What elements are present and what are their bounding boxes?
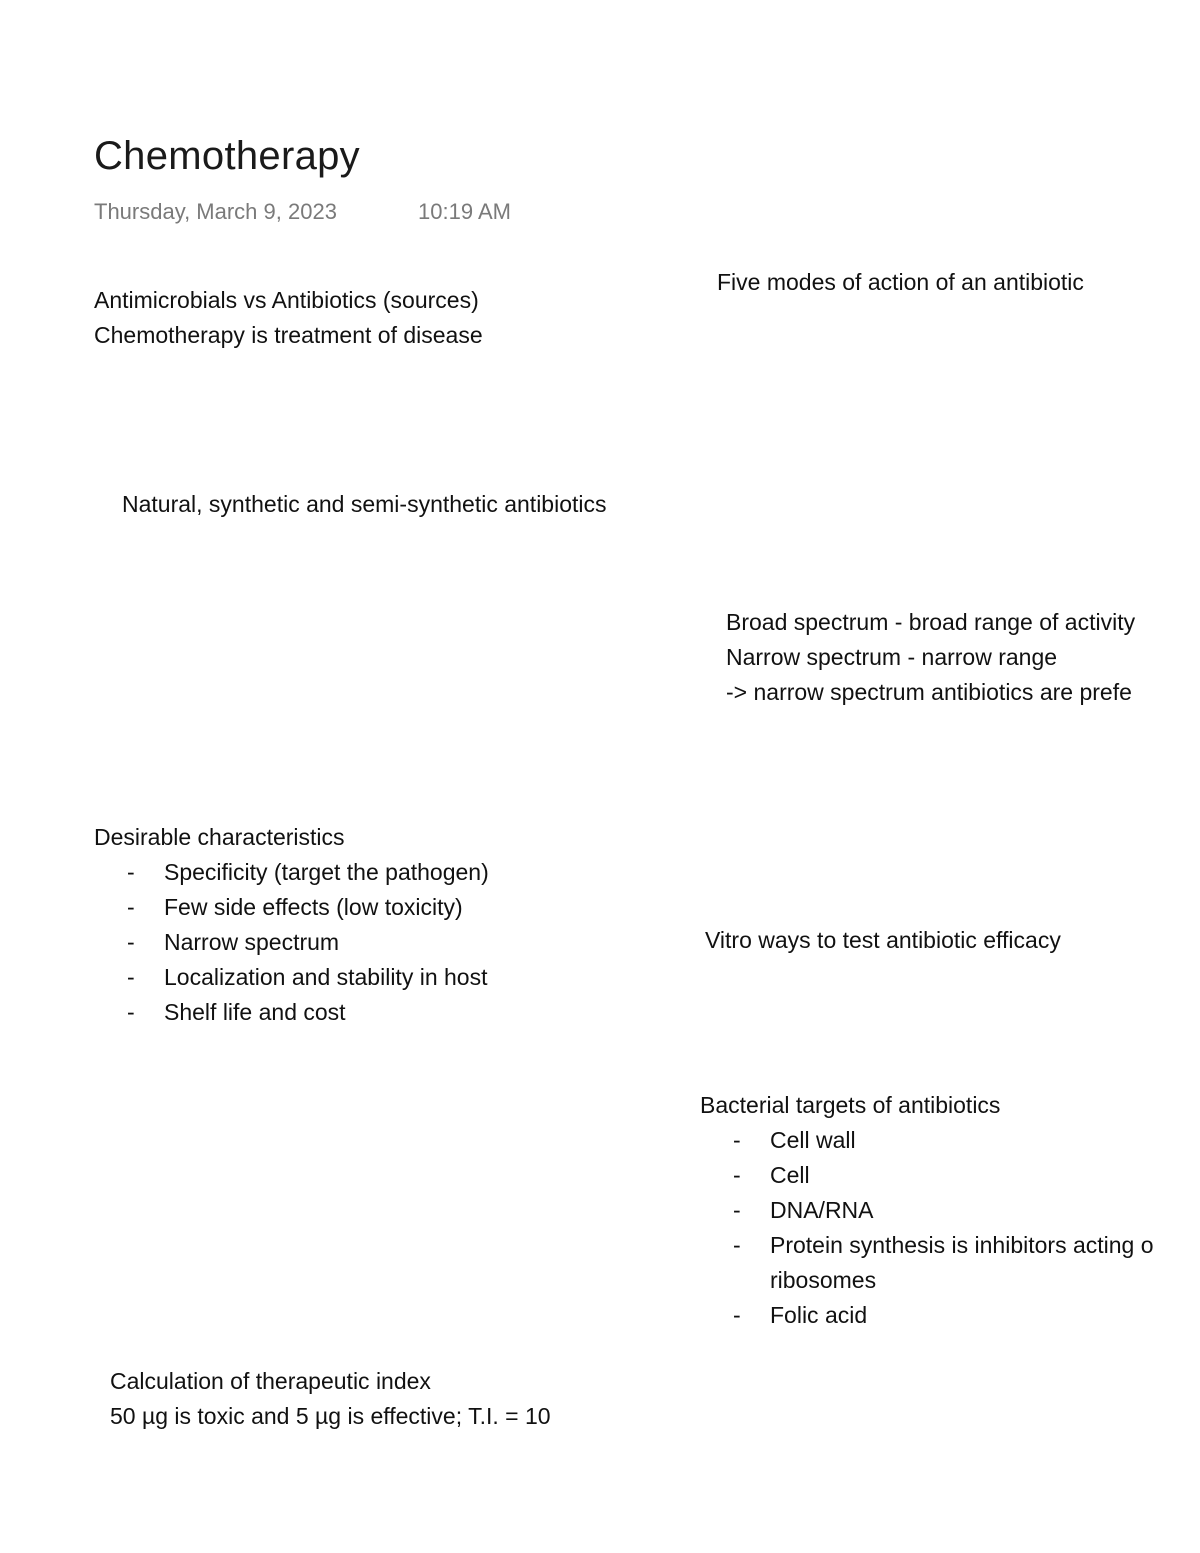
list-item-text: Folic acid [770, 1302, 868, 1328]
therapeutic-index-block [110, 1364, 551, 1434]
list-dash: - [127, 859, 135, 885]
desirable-list [94, 855, 489, 1030]
targets-list [700, 1123, 1154, 1333]
list-item-text: Specificity (target the pathogen) [164, 859, 489, 885]
list-item-text: Protein synthesis is inhibitors acting o [770, 1232, 1154, 1258]
desirable-characteristics-block [94, 820, 489, 1030]
list-item-text: Few side effects (low toxicity) [164, 894, 463, 920]
list-item [94, 995, 489, 1030]
list-item-continuation: ribosomes [770, 1267, 877, 1293]
page-time: 10:19 AM [418, 199, 511, 224]
intro-line-2: Chemotherapy is treatment of disease [94, 322, 483, 348]
spectrum-line-1: Broad spectrum - broad range of activity [726, 609, 1136, 635]
list-item-text: Cell [770, 1162, 810, 1188]
desirable-heading: Desirable characteristics [94, 824, 345, 850]
list-item [700, 1123, 1154, 1158]
list-item [94, 855, 489, 890]
index-line-2: 50 µg is toxic and 5 µg is effective; T.I. = 10 [110, 1403, 551, 1429]
list-item [700, 1228, 1154, 1298]
index-line-1: Calculation of therapeutic index [110, 1368, 431, 1394]
targets-heading: Bacterial targets of antibiotics [700, 1092, 1001, 1118]
list-item [94, 890, 489, 925]
spectrum-line-2: Narrow spectrum - narrow range [726, 644, 1058, 670]
spectrum-block [726, 605, 1135, 710]
list-item-text: Cell wall [770, 1127, 856, 1153]
list-item [700, 1193, 1154, 1228]
vitro-testing-text: Vitro ways to test antibiotic efficacy [705, 927, 1061, 953]
page-title: Chemotherapy [94, 134, 360, 178]
list-dash: - [127, 964, 135, 990]
list-item-text: Narrow spectrum [164, 929, 340, 955]
intro-line-1: Antimicrobials vs Antibiotics (sources) [94, 287, 479, 313]
list-dash: - [127, 929, 135, 955]
list-dash: - [733, 1232, 741, 1258]
list-item-text: Shelf life and cost [164, 999, 346, 1025]
list-item [700, 1158, 1154, 1193]
list-dash: - [733, 1162, 741, 1188]
list-dash: - [127, 999, 135, 1025]
list-item-text: Localization and stability in host [164, 964, 488, 990]
list-item-text: DNA/RNA [770, 1197, 874, 1223]
list-dash: - [733, 1302, 741, 1328]
list-dash: - [127, 894, 135, 920]
page-date: Thursday, March 9, 2023 [94, 199, 337, 224]
list-dash: - [733, 1197, 741, 1223]
modes-of-action-text: Five modes of action of an antibiotic [717, 269, 1084, 295]
list-dash: - [733, 1127, 741, 1153]
bacterial-targets-block [700, 1088, 1154, 1333]
list-item [94, 960, 489, 995]
antibiotic-sources-text: Natural, synthetic and semi-synthetic antibiotics [122, 491, 607, 517]
intro-block [94, 283, 483, 353]
list-item [700, 1298, 1154, 1333]
spectrum-line-3: -> narrow spectrum antibiotics are prefe [726, 679, 1132, 705]
list-item [94, 925, 489, 960]
